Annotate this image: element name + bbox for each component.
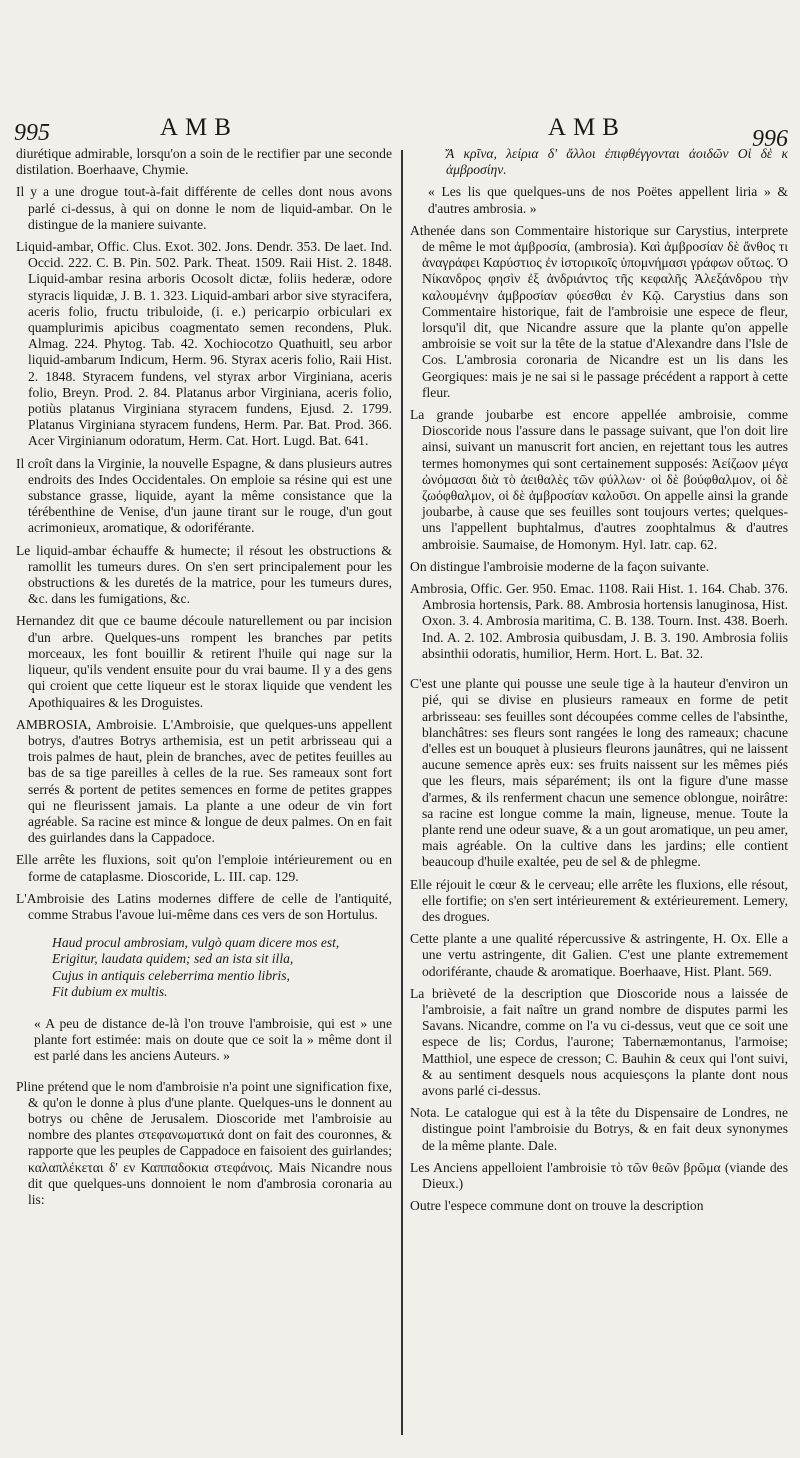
paragraph: Elle réjouit le cœur & le cerveau; elle arrête les fluxions, elle résout, elle fortifie; on s'en sert intérieurement & extérieurement. Lemery, des drogues. [410,876,788,924]
paragraph: Elle arrête les fluxions, soit qu'on l'emploie intérieurement ou en forme de cataplasme. Dioscoride, L. III. cap. 129. [16,852,392,884]
paragraph: diurétique admirable, lorsqu'on a soin de le rectifier par une seconde distilation. Boerhaave, Chymie. [16,146,392,178]
paragraph: Il croît dans la Virginie, la nouvelle Espagne, & dans plusieurs autres endroits des Indes Occidentales. On emploie sa résine qui est une substance grasse, liquide, ayant la même consistance que la térébenthine de Venise, d'un jaune tirant sur le rouge, d'un gout acrimonieux, aromatique, & odoriférante. [16,455,392,536]
paragraph: Nota. Le catalogue qui est à la tête du Dispensaire de Londres, ne distingue point l'ambroisie du Botrys, & en fait deux synonymes de la même plante. Dale. [410,1105,788,1153]
left-page-number: 995 [14,120,50,146]
paragraph: Athenée dans son Commentaire historique sur Carystius, interprete de même le mot ἀμβροσία, (ambrosia). Καὶ ἀμβροσίαν δὲ ἄνθος τι ἀναγράφει Καρύστιος ἐν ἱστορικοῖς ὑπομνήμασι γράφων οὕτως. Ὁ Νίκανδρος φησὶν ἐξ ἀνδριάντος τῆς κεφαλῆς Ἀλεξάνδρου τὴν καλουμένην ἀμβροσίαν φύεσθαι ἐν Κῷ. Carystius dans son Commentaire historique, fait de l'ambroisie une espece de fleur, lorsqu'il dit, que Nicandre assure que la plante qu'on appelle ambroisie se voit sur la tête de la statue d'Alexandre dans l'Isle de Cos. L'ambrosia coronaria de Nicandre est un lis dans les Georgiques: mais je ne sai si le passage précédent a rapport à cette fleur. [410,222,788,400]
paragraph: Outre l'espece commune dont on trouve la description [410,1198,704,1214]
verse-line: Haud procul ambrosiam, vulgò quam dicere mos est, [52,935,340,951]
left-column [16,146,392,1442]
paragraph: Le liquid-ambar échauffe & humecte; il résout les obstructions & ramollit les tumeurs dures. On s'en sert principalement pour les obstructions & les duretés de la matrice, pour les tumeurs dures, &c. dans les fumigations, &c. [16,542,392,607]
running-header [0,108,800,152]
paragraph: Il y a une drogue tout-à-fait différente de celles dont nous avons parlé ci-dessus, à qui on donne le nom de liquid-ambar. On le distingue de la maniere suivante. [16,184,392,232]
paragraph: AMBROSIA, Ambroisie. L'Ambroisie, que quelques-uns appellent botrys, d'autres Botrys arthemisia, est un petit arbrisseau qui a trois palmes de haut, plein de branches, avec de petites feuilles au bas de sa tige pareilles à celles de la rue. Ses rameaux sont fort serrés & portent de petites semences en forme de petites grappes qui ne fleurissent jamais. La plante a une odeur de vin fort agréable. Sa racine est mince & longue de deux palmes. On en fait des guirlandes dans la Cappadoce. [16,716,392,846]
paragraph: La grande joubarbe est encore appellée ambroisie, comme Dioscoride nous l'assure dans le passage suivant, que l'on doit lire ainsi, suivant un manuscrit fort ancien, en rejettant tous les autres termes homonymes qui sont certainement supposés: Ἀείζωον μέγα ὠνόμασαι διὰ τὸ ἀειθαλὲς τῶν φύλλων· οἱ δὲ βούφθαλμον, οἱ δὲ ζωόφθαλμον, οἱ δὲ ἀμβροσίαν καλοῦσι. On appelle ainsi la grande joubarbe, à cause que ses feuilles sont toujours vertes; quelques-uns l'appellent buphtalmus, d'autres zoophtalmus & d'autres ambroisie. Saumaise, de Homonym. Hyl. Iatr. cap. 62. [410,407,788,552]
verse-line: Cujus in antiquis celeberrima mentio libris, [52,967,290,983]
right-running-head: AMB [548,114,626,141]
paragraph: Hernandez dit que ce baume découle naturellement ou par incision d'un arbre. Quelques-uns rompent les branches par petits morceaux, les font bouillir & retirent l'huile qui nage sur la liqueur, qu'ils vendent ensuite pour du vrai baume. Il y a des gens qui croient que cette liqueur est le storax liquide que vendent les Apothiquaires & les Droguistes. [16,613,392,710]
translation-quote: « A peu de distance de-là l'on trouve l'ambroisie, qui est » une plante fort estimée: mais on doute que ce soit la » même dont il est parlé dans les anciens Auteurs. » [34,1015,392,1064]
greek-verse: Ἄ κρῖνα, λείρια δ' ἄλλοι ἐπιφθέγγονται ἀοιδῶν Οἱ δὲ κ ἀμβροσίην. [446,146,788,178]
paragraph: Pline prétend que le nom d'ambroisie n'a point une signification fixe, & qu'on le donne à plus d'une plante. Quelques-uns le donnent au botrys ou chêne de Jerusalem. Dioscoride met l'ambroisie au nombre des plantes στεφανωματικά dont on fait des couronnes, & rapporte que les peuples de Cappadoce en faisoient des guirlandes; καλαπλέκεται δ' εν Καππαδοκια στεφάνοις. Mais Nicandre nous dit que quelques-uns donnoient le nom d'ambrosia coronaria au lis: [16,1078,392,1207]
paragraph: Cette plante a une qualité répercussive & astringente, H. Ox. Elle a une vertu astringente, dit Galien. C'est une plante extremement odoriférante, chaude & aromatique. Boerhaave, Hist. Plant. 569. [410,931,788,979]
paragraph: On distingue l'ambroisie moderne de la façon suivante. [410,558,710,574]
paragraph: Liquid-ambar, Offic. Clus. Exot. 302. Jons. Dendr. 353. De laet. Ind. Occid. 222. C. B. Pin. 502. Park. Theat. 1509. Raii Hist. 2. 1848. Liquid-ambar resina arboris Ocosolt dictæ, foliis hederæ, odore styracis liquidæ, J. B. 1. 323. Liquid-ambari arbor sive styracifera, aceris folio, fructu tribuloide, (i. e.) pericarpio orbiculari ex quamplurimis apicibus coagmentato semen recondens, Pluk. Almag. 224. Phytog. Tab. 42. Xochiocotzo Quathuitl, seu arbor liquid-ambarum Indicum, Herm. 96. Styrax aceris folio, Raii Hist. 2. 1848. Styracem fundens, vel styrax arbor Virginiana, aceris folio, Breyn. Prod. 2. 84. Platanus arbor Virginiana, aceris folio, potiùs platanus Virginiana styracem fundens, Ejusd. 2. 1799. Platanus Virginiana styracem fundens, Herm. Par. Bat. Prod. 366. Acer Virginianum odoratum, Herm. Cat. Hort. Lugd. Bat. 641. [16,239,392,449]
paragraph: La brièveté de la description que Dioscoride nous a laissée de l'ambroisie, a fait naître un grand nombre de disputes parmi les Savans. Nicandre, comme on l'a vu ci-dessus, veut que ce soit une espece de lis; Cordus, l'aurone; Tabernæmontanus, l'armoise; Matthiol, une espece de cresson; C. Bauhin & ceux qui l'ont suivi, & au sentiment desquels nous acquiesçons la plante dont nous avons parlé ci-dessus. [410,985,788,1098]
paragraph: L'Ambroisie des Latins modernes differe de celle de l'antiquité, comme Strabus l'avoue lui-même dans ces vers de son Hortulus. [16,890,392,922]
verse-line: Erigitur, laudata quidem; sed an ista sit illa, [52,951,294,967]
right-column [410,146,788,1442]
right-page-number: 996 [752,126,788,152]
verse-line: Fit dubium ex multis. [52,983,168,999]
paragraph: C'est une plante qui pousse une seule tige à la hauteur d'environ un pié, qui se divise en plusieurs rameaux en forme de petit arbrisseau: ses feuilles sont découpées comme celles de l'absinthe, blanchâtres: ses fleurs sont rangées le long des rameaux; chacune d'elles est un bouquet à plusieurs fleurons jaunâtres, qui ne laissent aucune semence après eux: ses fruits naissent sur les mêmes piés que les fleurs, mais séparément; ils ont la figure d'une masse d'armes, & ils renferment chacun une semence oblongue, noirâtre: sa racine est longue comme la main, ligneuse, menue. Toute la plante rend une odeur suave, & a un gout aromatique, un peu amer, mais agréable. On la cultive dans les jardins; elle contient beaucoup d'huile exaltée, peu de sel & de phlegme. [410,676,788,870]
paragraph: Ambrosia, Offic. Ger. 950. Emac. 1108. Raii Hist. 1. 164. Chab. 376. Ambrosia hortensis, Park. 88. Ambrosia hortensis lanuginosa, Hist. Oxon. 3. 4. Ambrosia maritima, C. B. 138. Tourn. Inst. 438. Boerh. Ind. A. 2. 102. Ambrosia quibusdam, J. B. 3. 190. Ambrosia foliis absinthii odoratis, humilior, Herm. Hort. L. Bat. 32. [410,581,788,661]
translation-quote: « Les lis que quelques-uns de nos Poëtes appellent liria » & d'autres ambrosia. » [428,184,788,216]
latin-verse [16,935,392,1000]
left-running-head: AMB [160,114,238,141]
column-divider [401,150,403,1435]
paragraph: Les Anciens appelloient l'ambroisie τὸ τῶν θεῶν βρῶμα (viande des Dieux.) [410,1159,788,1191]
